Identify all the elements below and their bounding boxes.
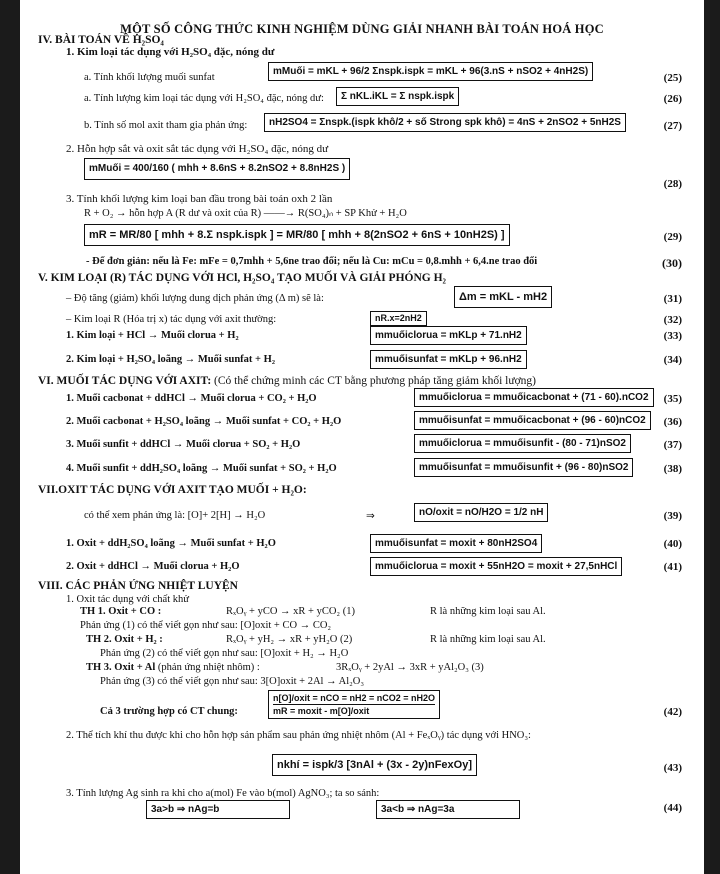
eq-number-30: (30) bbox=[662, 256, 682, 270]
eq-number-36: (36) bbox=[663, 416, 682, 428]
eq-number-38: (38) bbox=[663, 463, 682, 475]
vii-line-41-text: 2. Oxit + ddHCl → Muối clorua + H₂O bbox=[66, 561, 240, 572]
eq-number-27: (27) bbox=[663, 120, 682, 132]
eq-number-26: (26) bbox=[663, 93, 682, 105]
eq-number-31: (31) bbox=[663, 293, 682, 305]
vi-line-36-text: 2. Muối cacbonat + H₂SO₄ loãng → Muối sunfat + CO₂ + H₂O bbox=[66, 416, 342, 427]
formula-25: mMuối = mKL + 96/2 Σnspk.ispk = mKL + 96(3.nS + nSO2 + 4nH2S) bbox=[268, 62, 593, 81]
eq-number-41: (41) bbox=[663, 561, 682, 573]
eq-number-34: (34) bbox=[663, 354, 682, 366]
formula-43: nkhí = ispk/3 [3nAl + (3x - 2y)nFexOy] bbox=[272, 754, 477, 776]
viii-item-2: 2. Thể tích khí thu được khi cho hỗn hợp sản phẩm sau phản ứng nhiệt nhôm (Al + FeₓOᵧ) tác dụng với HNO₃: bbox=[66, 730, 531, 741]
formula-34: mmuốisunfat = mKLp + 96.nH2 bbox=[370, 350, 527, 369]
section-vi-heading: VI. MUỐI TÁC DỤNG VỚI AXIT: (Có thể chứng minh các CT bằng phương pháp tăng giảm khối lượng) bbox=[38, 375, 536, 387]
vi-line-37-text: 3. Muối sunfit + ddHCl → Muối clorua + SO₂ + H₂O bbox=[66, 439, 301, 450]
item-3-heading: 3. Tính khối lượng kim loại ban đầu trong bài toán oxh 2 lần bbox=[66, 193, 333, 205]
th2-note: R là những kim loại sau Al. bbox=[430, 634, 546, 645]
th3-short: Phản ứng (3) có thể viết gọn như sau: 3[O]oxit + 2Al → Al₂O₃ bbox=[100, 676, 365, 687]
vii-line-39-text: có thể xem phản ứng là: [O]+ 2[H] → H₂O bbox=[84, 510, 266, 521]
eq-number-29: (29) bbox=[663, 231, 682, 243]
th3-label: TH 3. Oxit + Al (phản ứng nhiệt nhôm) : bbox=[86, 662, 260, 673]
formula-37: mmuốiclorua = mmuốisunfit - (80 - 71)nSO2 bbox=[414, 434, 631, 453]
formula-44-left: 3a>b ⇒ nAg=b bbox=[146, 800, 290, 819]
formula-29: mR = MR/80 [ mhh + 8.Σ nspk.ispk ] = MR/80 [ mhh + 8(2nSO2 + 6nS + 10nH2S) ] bbox=[84, 224, 510, 246]
th1-note: R là những kim loại sau Al. bbox=[430, 606, 546, 617]
formula-33: mmuốiclorua = mKLp + 71.nH2 bbox=[370, 326, 527, 345]
page-title: MỘT SỐ CÔNG THỨC KINH NGHIỆM DÙNG GIẢI NHANH BÀI TOÁN HOÁ HỌC bbox=[120, 22, 604, 36]
simple-note-30: - Để đơn giản: nếu là Fe: mFe = 0,7mhh + 5,6ne trao đổi; nếu là Cu: mCu = 0,8.mhh + 6,4.ne trao đổi bbox=[86, 256, 538, 267]
eq-number-37: (37) bbox=[663, 439, 682, 451]
vii-line-40-text: 1. Oxit + ddH₂SO₄ loãng → Muối sunfat + H₂O bbox=[66, 538, 276, 549]
item-1c-text: b. Tính số mol axit tham gia phản ứng: bbox=[84, 120, 248, 131]
item-2-heading: 2. Hỗn hợp sắt và oxit sắt tác dụng với H₂SO₄ đặc, nóng dư bbox=[66, 143, 329, 155]
section-iv-heading: IV. BÀI TOÁN VỀ H₂SO₄ bbox=[38, 34, 164, 46]
eq-number-25: (25) bbox=[663, 72, 682, 84]
formula-44-right: 3a<b ⇒ nAg=3a bbox=[376, 800, 520, 819]
formula-42: n[O]/oxit = nCO = nH2 = nCO2 = nH2O mR = moxit - m[O]/oxit bbox=[268, 690, 440, 719]
v-line-32-text: – Kim loại R (Hóa trị x) tác dụng với axit thường: bbox=[66, 314, 277, 325]
vi-line-35-text: 1. Muối cacbonat + ddHCl → Muối clorua + CO₂ + H₂O bbox=[66, 393, 317, 404]
formula-27: nH2SO4 = Σnspk.(ispk khô/2 + số Strong spk khô) = 4nS + 2nSO2 + 5nH2S bbox=[264, 113, 626, 132]
eq-number-33: (33) bbox=[663, 330, 682, 342]
th2-short: Phản ứng (2) có thể viết gọn như sau: [O]oxit + H₂ → H₂O bbox=[100, 648, 349, 659]
th1-short: Phản ứng (1) có thể viết gọn như sau: [O]oxit + CO → CO₂ bbox=[80, 620, 332, 631]
item-1b-text: a. Tính lượng kim loại tác dụng với H₂SO₄ đặc, nóng dư: bbox=[84, 93, 324, 104]
viii-item-1: 1. Oxit tác dụng với chất khử bbox=[66, 594, 189, 605]
document-page bbox=[20, 0, 704, 874]
formula-38: mmuốisunfat = mmuốisunfit + (96 - 80)nSO2 bbox=[414, 458, 633, 477]
vi-line-38-text: 4. Muối sunfit + ddH₂SO₄ loãng → Muối sunfat + SO₂ + H₂O bbox=[66, 463, 337, 474]
formula-28: mMuối = 400/160 ( mhh + 8.6nS + 8.2nSO2 + 8.8nH2S ) bbox=[84, 158, 350, 180]
v-line-33-text: 1. Kim loại + HCl → Muối clorua + H₂ bbox=[66, 330, 239, 341]
v-line-34-text: 2. Kim loại + H₂SO₄ loãng → Muối sunfat + H₂ bbox=[66, 354, 275, 365]
formula-40: mmuốisunfat = moxit + 80nH2SO4 bbox=[370, 534, 542, 553]
eq-number-32: (32) bbox=[663, 314, 682, 326]
eq-number-42: (42) bbox=[663, 706, 682, 718]
formula-32: nR.x=2nH2 bbox=[370, 311, 427, 326]
formula-39: nO/oxit = nO/H2O = 1/2 nH bbox=[414, 503, 548, 522]
section-viii-heading: VIII. CÁC PHẢN ỨNG NHIỆT LUYỆN bbox=[38, 580, 238, 592]
formula-26: Σ nKL.iKL = Σ nspk.ispk bbox=[336, 87, 459, 106]
eq-number-43: (43) bbox=[663, 762, 682, 774]
th1-reaction: RₓOᵧ + yCO → xR + yCO₂ (1) bbox=[226, 606, 355, 617]
section-v-heading: V. KIM LOẠI (R) TÁC DỤNG VỚI HCl, H₂SO₄ TẠO MUỐI VÀ GIẢI PHÓNG H₂ bbox=[38, 272, 446, 284]
th2-reaction: RₓOᵧ + yH₂ → xR + yH₂O (2) bbox=[226, 634, 353, 645]
eq-number-40: (40) bbox=[663, 538, 682, 550]
formula-31: Δm = mKL - mH2 bbox=[454, 286, 552, 308]
three-cases-label: Cả 3 trường hợp có CT chung: bbox=[100, 706, 238, 717]
formula-35: mmuốiclorua = mmuốicacbonat + (71 - 60).nCO2 bbox=[414, 388, 654, 407]
section-vii-heading: VII.OXIT TÁC DỤNG VỚI AXIT TẠO MUỐI + H₂O: bbox=[38, 484, 307, 496]
formula-36: mmuốisunfat = mmuốicacbonat + (96 - 60)nCO2 bbox=[414, 411, 651, 430]
formula-41: mmuốiclorua = moxit + 55nH2O = moxit + 27,5nHCl bbox=[370, 557, 622, 576]
th2-label: TH 2. Oxit + H₂ : bbox=[86, 634, 163, 645]
viii-item-3: 3. Tính lượng Ag sinh ra khi cho a(mol) Fe vào b(mol) AgNO₃; ta so sánh: bbox=[66, 788, 380, 799]
eq-number-28: (28) bbox=[663, 178, 682, 190]
v-line-31-text: – Độ tăng (giảm) khối lượng dung dịch phản ứng (Δ m) sẽ là: bbox=[66, 293, 324, 304]
reaction-scheme: R + O₂ → hỗn hợp A (R dư và oxit của R) ——→ R(SO₄)ₙ + SP Khử + H₂O bbox=[84, 208, 407, 219]
item-1a-text: a. Tính khối lượng muối sunfat bbox=[84, 72, 215, 83]
eq-number-35: (35) bbox=[663, 393, 682, 405]
eq-number-44: (44) bbox=[663, 802, 682, 814]
implies-arrow-39: ⇒ bbox=[366, 511, 375, 522]
eq-number-39: (39) bbox=[663, 510, 682, 522]
item-1-heading: 1. Kim loại tác dụng với H₂SO₄ đặc, nóng dư bbox=[66, 46, 275, 58]
th1-label: TH 1. Oxit + CO : bbox=[80, 606, 162, 617]
th3-reaction: 3RₓOᵧ + 2yAl → 3xR + yAl₂O₃ (3) bbox=[336, 662, 484, 673]
